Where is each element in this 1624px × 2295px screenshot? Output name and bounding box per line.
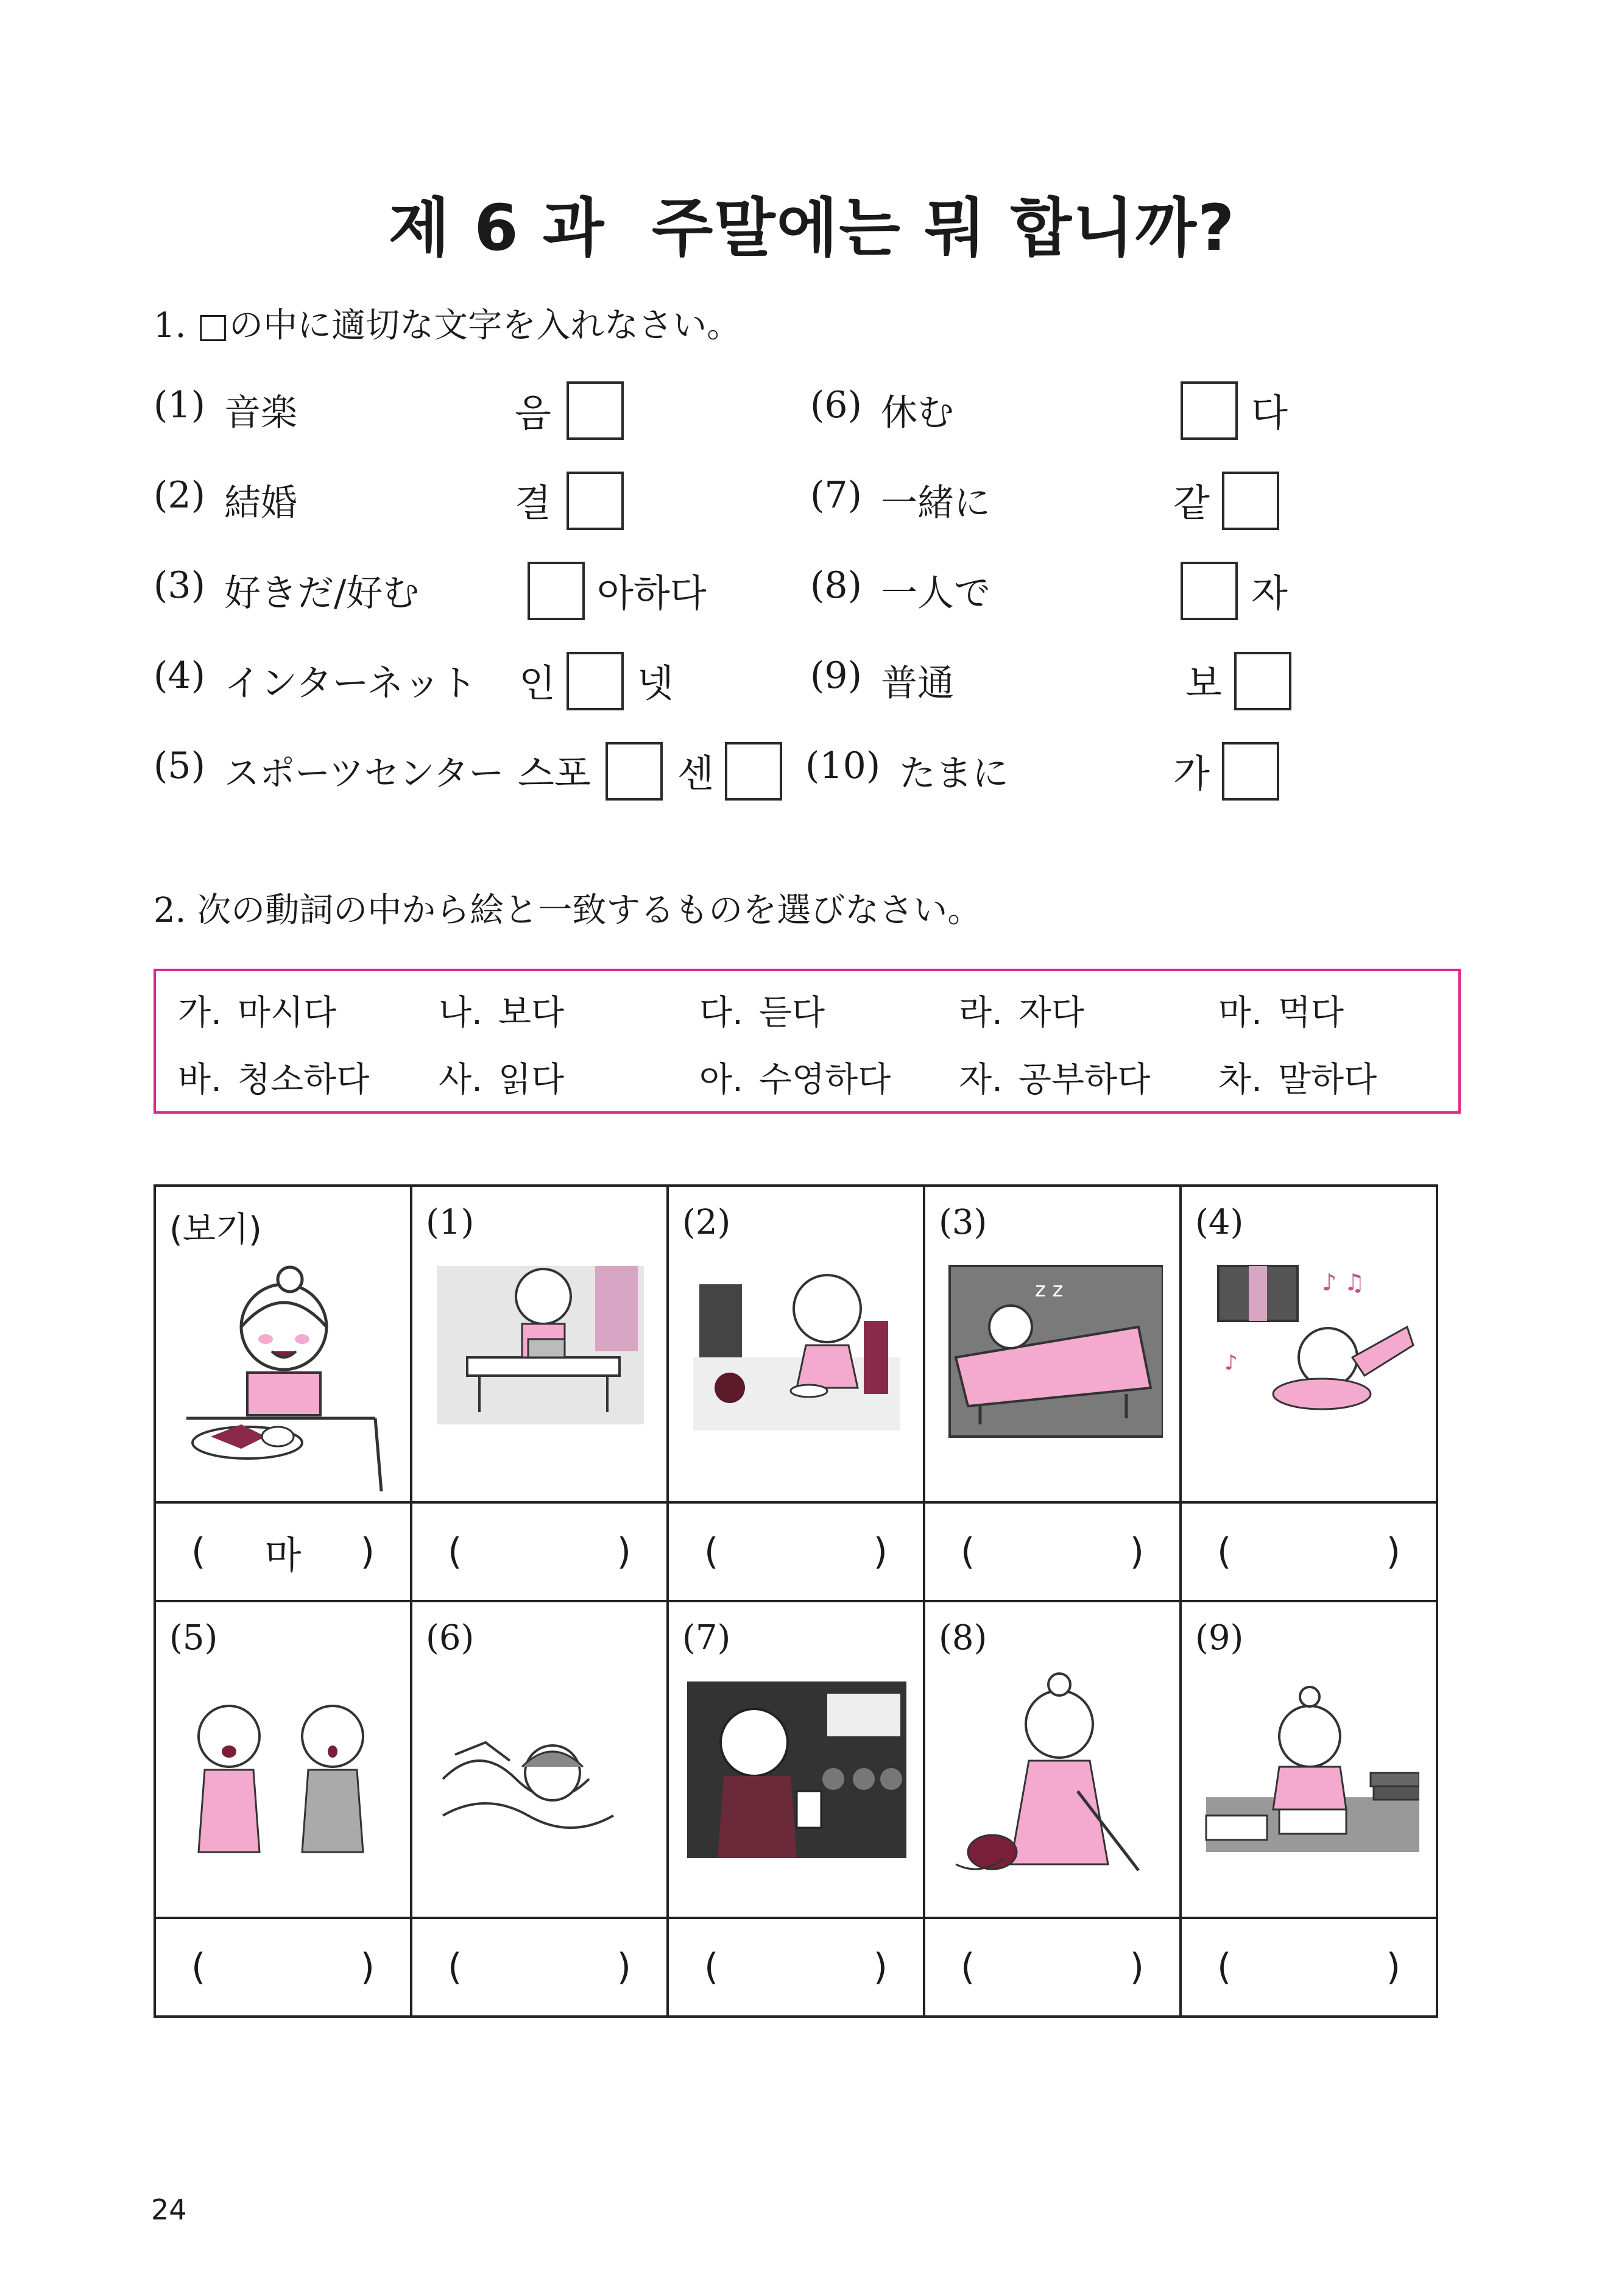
svg-text:♪ ♫: ♪ ♫	[1322, 1269, 1365, 1296]
option-ra: 라. 자다	[959, 993, 1085, 1033]
option-cha: 차. 말하다	[1218, 1060, 1377, 1100]
answer-cell-8[interactable]: ( )	[924, 1918, 1181, 2017]
item-number: (7)	[810, 474, 862, 517]
item-number: (10)	[805, 744, 881, 787]
answer-box[interactable]	[1222, 742, 1279, 801]
answer-box[interactable]	[567, 472, 624, 530]
option-ma: 마. 먹다	[1218, 993, 1344, 1033]
picture-grid	[154, 1184, 1438, 2018]
cleaning-illustration	[944, 1669, 1163, 1907]
item-number: (8)	[810, 564, 862, 607]
picture-label: (8)	[939, 1618, 987, 1658]
studying-illustration	[1200, 1669, 1419, 1907]
item-word: インターネット	[224, 662, 477, 705]
answer-box[interactable]	[567, 381, 624, 440]
page-title	[0, 177, 1624, 268]
answer-cell-5[interactable]: ( )	[155, 1918, 411, 2017]
picture-cell-9	[1181, 1601, 1437, 1918]
picture-cell-1	[411, 1186, 668, 1502]
item-number: (4)	[154, 654, 205, 697]
option-sa: 사. 읽다	[439, 1060, 565, 1100]
item-word: たまに	[899, 752, 1009, 795]
item-suffix: 센	[677, 751, 714, 796]
item-word: 普通	[881, 662, 954, 705]
answer-box[interactable]	[1222, 472, 1279, 530]
picture-label: (4)	[1195, 1203, 1244, 1242]
picture-cell-5	[155, 1601, 411, 1918]
item-number: (3)	[154, 564, 205, 607]
option-na: 나. 보다	[439, 993, 565, 1033]
page-number: 24	[151, 2193, 187, 2226]
answer-cell-7[interactable]: ( )	[668, 1918, 924, 2017]
picture-cell-8	[924, 1601, 1181, 1918]
item-suffix: 넷	[637, 661, 674, 705]
picture-cell-3	[924, 1186, 1181, 1502]
picture-label: (5)	[169, 1618, 218, 1658]
reading-illustration	[431, 1254, 650, 1491]
picture-label: (7)	[682, 1618, 731, 1658]
item-prefix: 인	[519, 661, 556, 705]
answer-box[interactable]	[1234, 652, 1291, 710]
picture-label: (2)	[682, 1203, 731, 1242]
talking-illustration	[174, 1669, 394, 1907]
picture-cell-example	[155, 1186, 411, 1502]
item-number: (6)	[810, 384, 862, 426]
option-ja: 자. 공부하다	[959, 1060, 1151, 1100]
item-prefix: 가	[1173, 751, 1210, 796]
picture-label: (9)	[1195, 1618, 1244, 1658]
picture-label: (3)	[939, 1203, 987, 1242]
listening-illustration	[1200, 1254, 1419, 1491]
picture-label: (보기)	[169, 1210, 262, 1250]
item-prefix: 스포	[518, 751, 591, 796]
item-prefix: 보	[1185, 661, 1222, 705]
drinking-illustration	[687, 1254, 906, 1491]
item-word: 音楽	[224, 392, 297, 434]
item-word: 休む	[881, 392, 954, 434]
eating-illustration	[174, 1254, 394, 1491]
item-number: (1)	[154, 384, 205, 426]
option-da: 다. 듣다	[699, 993, 825, 1033]
picture-cell-7	[668, 1601, 924, 1918]
option-a: 아. 수영하다	[699, 1060, 891, 1100]
svg-text:♪: ♪	[1224, 1351, 1238, 1375]
word-bank	[154, 969, 1461, 1114]
item-number: (5)	[154, 744, 205, 787]
movie-illustration	[687, 1669, 906, 1907]
item-word: 一緒に	[881, 482, 990, 525]
answer-box[interactable]	[567, 652, 624, 710]
item-number: (2)	[154, 474, 205, 517]
item-word: 結婚	[224, 482, 297, 525]
lesson-title: 주말에는 뭐 합니까?	[651, 191, 1236, 265]
lesson-number: 제 6 과	[388, 191, 605, 265]
item-suffix: 자	[1251, 571, 1288, 615]
answer-box[interactable]	[725, 742, 782, 801]
item-word: スポーツセンター	[224, 752, 504, 794]
answer-cell-1[interactable]: ( )	[411, 1502, 668, 1601]
section2-instruction: 2. 次の動詞の中から絵と一致するものを選びなさい。	[154, 891, 982, 930]
item-word: 一人で	[881, 572, 990, 615]
answer-cell-example: ( 마 )	[155, 1502, 411, 1601]
answer-cell-2[interactable]: ( )	[668, 1502, 924, 1601]
section1-instruction: 1. □の中に適切な文字を入れなさい。	[154, 306, 741, 345]
item-number: (9)	[810, 654, 862, 697]
picture-cell-2	[668, 1186, 924, 1502]
item-word: 好きだ/好む	[224, 572, 420, 615]
answer-cell-6[interactable]: ( )	[411, 1918, 668, 2017]
answer-cell-3[interactable]: ( )	[924, 1502, 1181, 1601]
answer-box[interactable]	[1181, 381, 1238, 440]
item-suffix: 다	[1251, 391, 1288, 435]
item-prefix: 음	[515, 391, 551, 435]
option-ga: 가. 마시다	[178, 993, 337, 1033]
answer-box[interactable]	[528, 562, 585, 620]
sleeping-illustration	[944, 1254, 1163, 1491]
picture-cell-6	[411, 1601, 668, 1918]
answer-box[interactable]	[605, 742, 663, 801]
swimming-illustration	[431, 1669, 650, 1907]
item-suffix: 아하다	[597, 571, 707, 615]
answer-box[interactable]	[1181, 562, 1238, 620]
answer-cell-9[interactable]: ( )	[1181, 1918, 1437, 2017]
svg-text:z z: z z	[1035, 1278, 1064, 1302]
item-prefix: 같	[1173, 481, 1210, 525]
answer-cell-4[interactable]: ( )	[1181, 1502, 1437, 1601]
item-prefix: 결	[515, 481, 551, 525]
option-ba: 바. 청소하다	[178, 1060, 370, 1100]
picture-label: (1)	[426, 1203, 475, 1242]
picture-label: (6)	[426, 1618, 475, 1658]
answer-value: 마	[264, 1532, 302, 1577]
picture-cell-4	[1181, 1186, 1437, 1502]
